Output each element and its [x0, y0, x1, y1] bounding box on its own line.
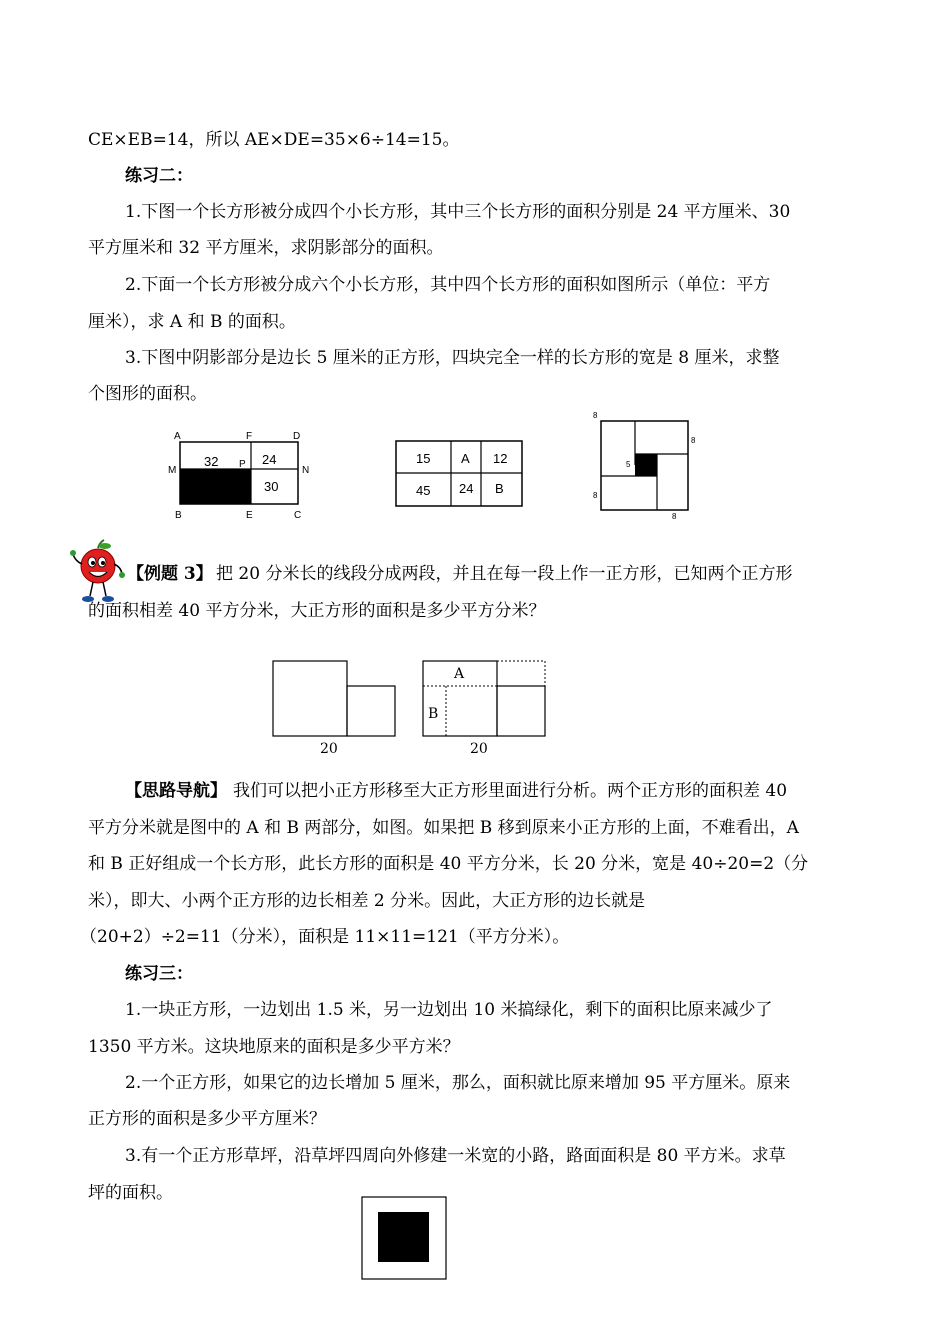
label-p: P	[239, 459, 246, 470]
text-line: 3.有一个正方形草坪，沿草坪四周向外修建一米宽的小路，路面面积是 80 平方米。求草	[125, 1146, 786, 1166]
text-line: 1.下图一个长方形被分成四个小长方形，其中三个长方形的面积分别是 24 平方厘米、30	[125, 202, 791, 222]
region-a: A	[454, 666, 465, 682]
exercise-3-title: 练习三：	[125, 964, 193, 984]
region-b: B	[428, 706, 439, 722]
text-line: 2.一个正方形，如果它的边长增加 5 厘米，那么，面积就比原来增加 95 平方厘米。原来	[125, 1073, 791, 1093]
figure-divided-rectangle	[165, 428, 325, 523]
label-n: N	[302, 465, 310, 476]
text-line: 我们可以把小正方形移至大正方形里面进行分析。两个正方形的面积差 40	[233, 781, 788, 801]
figure-lawn-with-path	[360, 1195, 450, 1285]
label-8: 8	[593, 491, 598, 500]
guide-label: 【思路导航】	[125, 781, 227, 801]
text-line: 2.下面一个长方形被分成六个小长方形，其中四个长方形的面积如图所示（单位：平方	[125, 275, 771, 295]
text-line: 的面积相差 40 平方分米，大正方形的面积是多少平方分米？	[88, 601, 546, 621]
text-line: 厘米），求 A 和 B 的面积。	[88, 312, 296, 332]
cell-12: 12	[493, 451, 508, 466]
figure-six-rectangles	[395, 440, 525, 508]
label-e: E	[246, 510, 253, 521]
text-line: 平方厘米和 32 平方厘米，求阴影部分的面积。	[88, 238, 444, 258]
shaded-square	[635, 454, 657, 476]
figure-pinwheel-square	[590, 410, 700, 522]
text-line: CE×EB=14，所以 AE×DE=35×6÷14=15。	[88, 130, 460, 150]
text-line: 个图形的面积。	[88, 384, 207, 404]
area-32: 32	[204, 454, 219, 469]
text-line: 3.下图中阴影部分是边长 5 厘米的正方形，四块完全一样的长方形的宽是 8 厘米，求整	[125, 348, 780, 368]
cell-b: B	[495, 481, 504, 496]
label-8: 8	[691, 436, 696, 445]
length-label: 20	[320, 741, 338, 757]
exercise-2-title: 练习二：	[125, 166, 193, 186]
example-3-label: 【例题 3】	[127, 564, 213, 584]
text-line: 把 20 分米长的线段分成两段，并且在每一段上作一正方形，已知两个正方形	[216, 564, 793, 584]
label-f: F	[246, 431, 253, 442]
text-line: （20+2）÷2=11（分米），面积是 11×11=121（平方分米）。	[80, 927, 570, 947]
area-30: 30	[264, 479, 279, 494]
text-line: 坪的面积。	[88, 1183, 173, 1203]
label-5: 5	[626, 460, 631, 469]
text-line: 1350 平方米。这块地原来的面积是多少平方米？	[88, 1037, 460, 1057]
figure-two-squares	[270, 658, 400, 758]
label-c: C	[294, 510, 302, 521]
lawn-square	[378, 1212, 429, 1262]
text-line: 米），即大、小两个正方形的边长相差 2 分米。因此，大正方形的边长就是	[88, 891, 646, 911]
cell-24: 24	[459, 481, 474, 496]
apple-mascot-icon	[70, 538, 126, 608]
text-line: 平方分米就是图中的 A 和 B 两部分，如图。如果把 B 移到原来小正方形的上面，不难看出，A	[88, 818, 799, 838]
area-24: 24	[262, 452, 277, 467]
text-line: 和 B 正好组成一个长方形，此长方形的面积是 40 平方分米，长 20 分米，宽是 40÷20=2（分	[88, 854, 809, 874]
label-8: 8	[593, 411, 598, 420]
text-line: 正方形的面积是多少平方厘米？	[88, 1109, 326, 1129]
shaded-region	[180, 469, 251, 504]
label-a: A	[174, 431, 181, 442]
label-m: M	[168, 465, 177, 476]
text-line: 1.一块正方形，一边划出 1.5 米，另一边划出 10 米搞绿化，剩下的面积比原来减少了	[125, 1000, 773, 1020]
label-8: 8	[672, 512, 677, 521]
cell-15: 15	[416, 451, 431, 466]
label-d: D	[293, 431, 301, 442]
figure-moved-square	[420, 658, 550, 758]
cell-a: A	[461, 451, 470, 466]
label-b: B	[175, 510, 182, 521]
length-label: 20	[470, 741, 488, 757]
cell-45: 45	[416, 483, 431, 498]
